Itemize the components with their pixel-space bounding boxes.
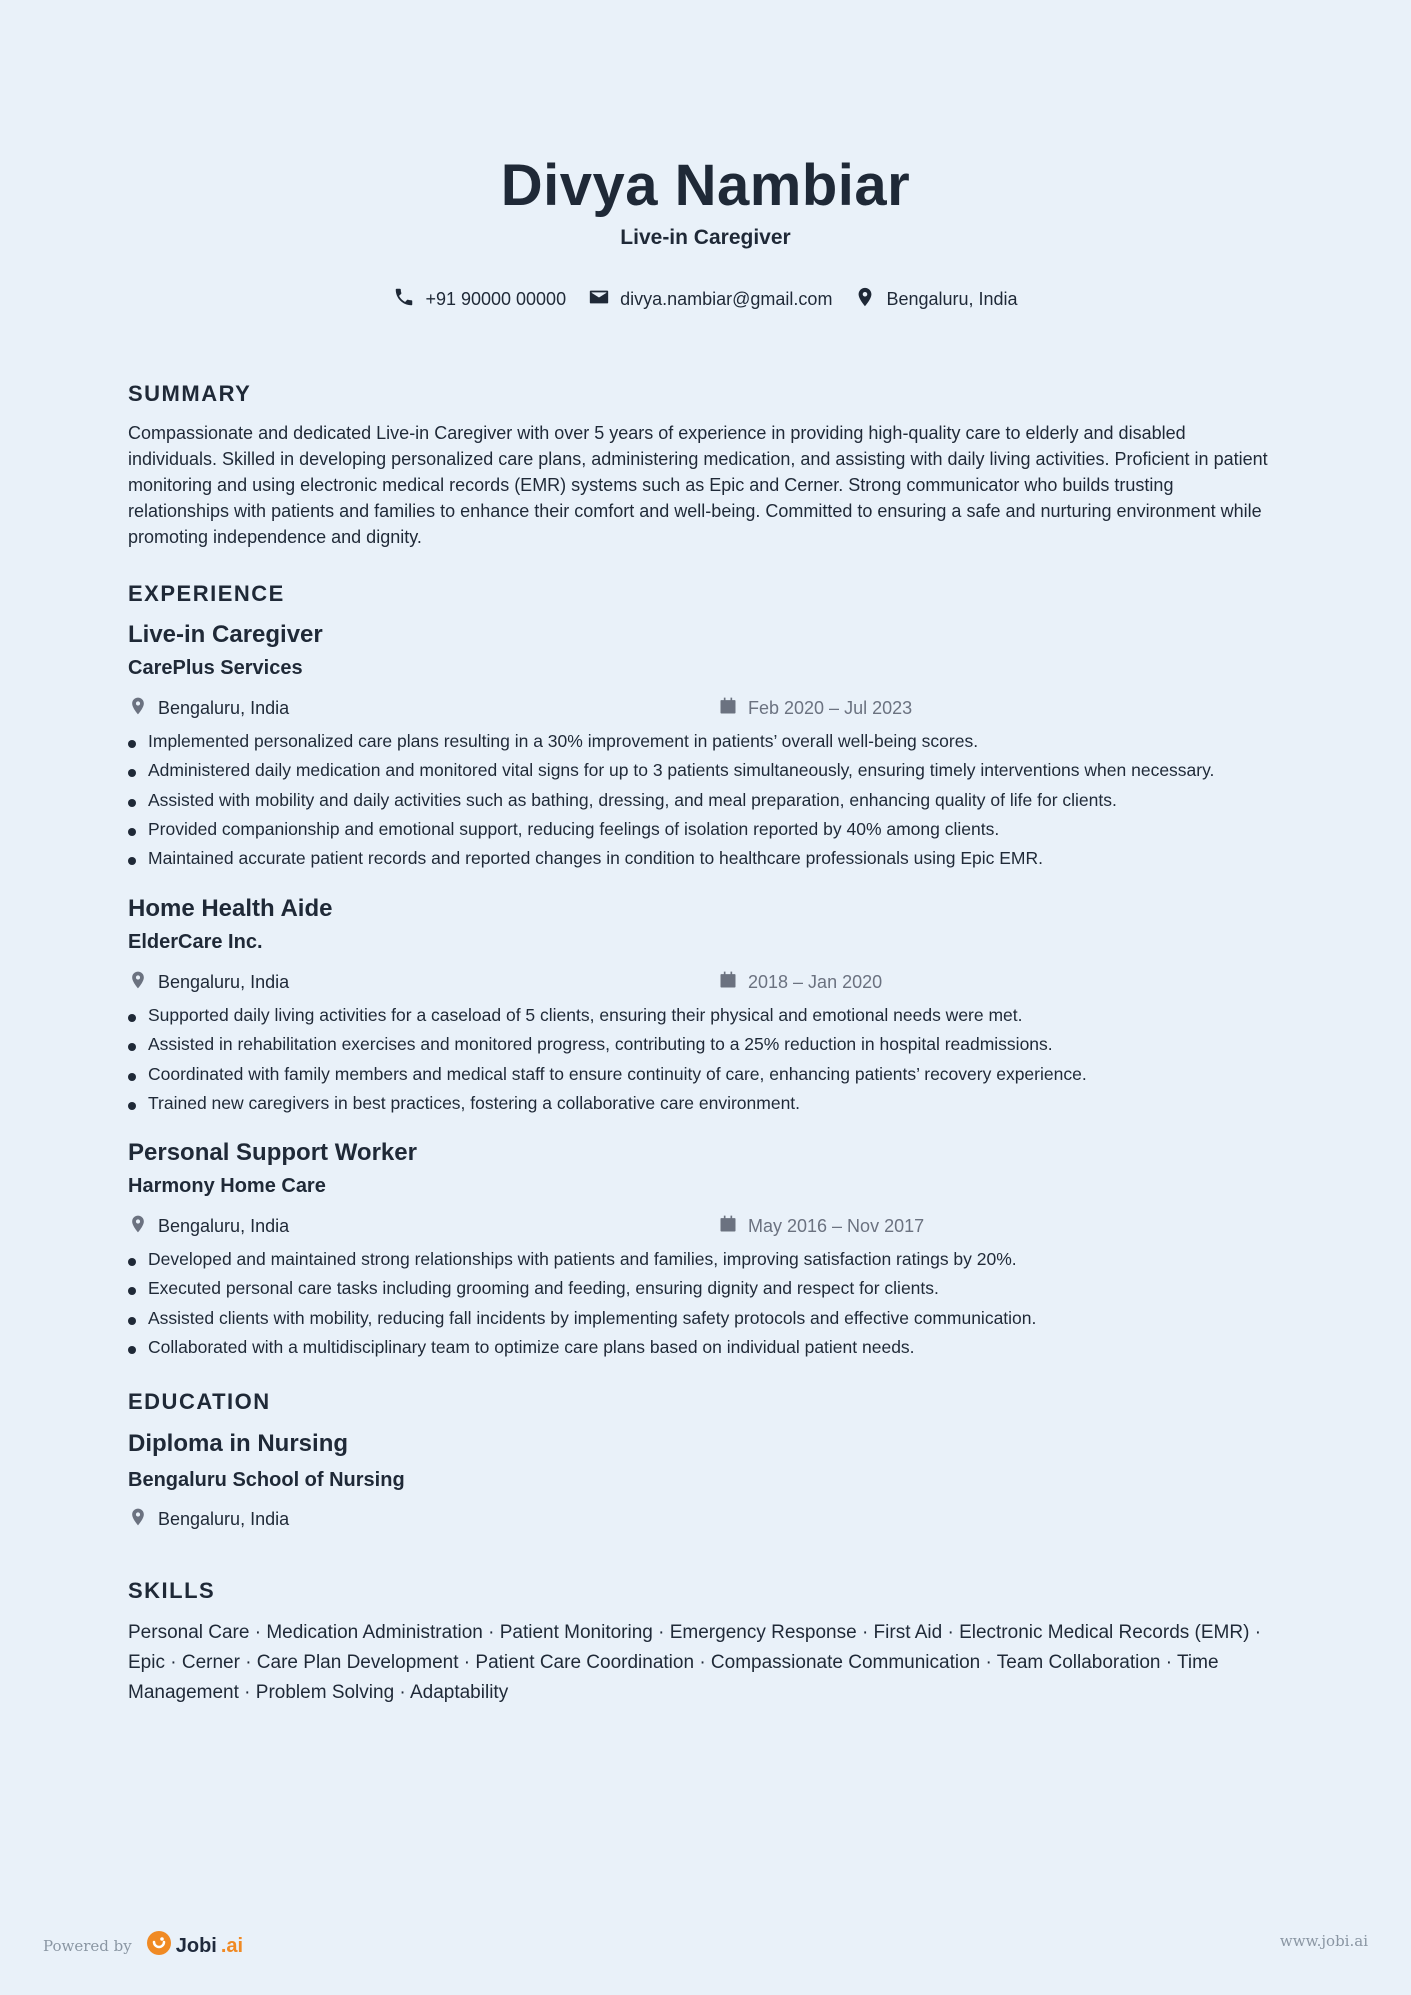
- job-location: Bengaluru, India: [158, 1216, 290, 1236]
- education-heading: EDUCATION: [128, 1389, 271, 1414]
- list-item: Coordinated with family members and medical staff to ensure continuity of care, enhancing patients’ recovery experience.: [128, 1061, 1288, 1090]
- logo-text: Jobi: [175, 1934, 217, 1957]
- job-company: Harmony Home Care: [128, 1175, 326, 1197]
- location-pin-icon: [128, 1507, 148, 1532]
- list-item: Collaborated with a multidisciplinary team to optimize care plans based on individual patient needs.: [128, 1334, 1288, 1363]
- summary-text: Compassionate and dedicated Live-in Caregiver with over 5 years of experience in providing high-quality care to elderly and disabled individuals. Skilled in developing personalized care plans, administering medication, and assisting with daily living activities. Proficient in patient monitoring and using electronic medical records (EMR) systems such as Epic and Cerner. Strong communicator who builds trusting relationships with patients and families to enhance their comfort and well-being. Committed to ensuring a safe and nurturing environment while promoting independence and dignity.: [128, 423, 1268, 547]
- mail-icon: [588, 286, 610, 313]
- skills-text: Personal Care · Medication Administration · Patient Monitoring · Emergency Response · First Aid · Electronic Medical Records (EMR) · Epic · Cerner · Care Plan Development · Patient Care Coordination · Compassionate Communication · Team Collaboration · Time Management · Problem Solving · Adaptability: [128, 1622, 1262, 1703]
- list-item: Implemented personalized care plans resulting in a 30% improvement in patients’ overall well-being scores.: [128, 728, 1288, 757]
- jobi-logo[interactable]: [146, 1930, 243, 1962]
- candidate-role: Live-in Caregiver: [620, 226, 791, 249]
- job-title: Live-in Caregiver: [128, 621, 323, 648]
- location-pin-icon: [854, 286, 876, 313]
- location-pin-icon: [128, 970, 148, 995]
- contact-email: [588, 286, 832, 313]
- job-bullets: [128, 1246, 1288, 1363]
- list-item: Assisted in rehabilitation exercises and monitored progress, contributing to a 25% reduction in hospital readmissions.: [128, 1031, 1288, 1060]
- list-item: Supported daily living activities for a caseload of 5 clients, ensuring their physical and emotional needs were met.: [128, 1002, 1288, 1031]
- jobi-logo-icon: [146, 1930, 172, 1962]
- list-item: Administered daily medication and monitored vital signs for up to 3 patients simultaneously, ensuring timely interventions when necessary.: [128, 757, 1288, 786]
- candidate-name: Divya Nambiar: [500, 153, 911, 218]
- footer-website[interactable]: www.jobi.ai: [1279, 1932, 1368, 1950]
- summary-heading: SUMMARY: [128, 381, 252, 406]
- job-company: ElderCare Inc.: [128, 931, 263, 953]
- job-dates: Feb 2020 – Jul 2023: [748, 698, 913, 718]
- logo-suffix: .ai: [220, 1934, 244, 1957]
- powered-by-label: Powered by: [43, 1937, 132, 1955]
- contact-phone: [393, 286, 566, 313]
- phone-text[interactable]: +91 90000 00000: [425, 289, 567, 309]
- contact-bar: [0, 286, 1411, 313]
- phone-icon: [393, 286, 415, 313]
- contact-location: [854, 286, 1017, 313]
- location-pin-icon: [128, 1214, 148, 1239]
- job-location: Bengaluru, India: [158, 972, 290, 992]
- list-item: Assisted with mobility and daily activities such as bathing, dressing, and meal preparation, enhancing quality of life for clients.: [128, 787, 1288, 816]
- list-item: Provided companionship and emotional support, reducing feelings of isolation reported by 40% among clients.: [128, 816, 1288, 845]
- job-dates: May 2016 – Nov 2017: [748, 1216, 925, 1236]
- calendar-icon: [718, 970, 738, 995]
- education-school: Bengaluru School of Nursing: [128, 1469, 405, 1491]
- list-item: Executed personal care tasks including grooming and feeding, ensuring dignity and respect for clients.: [128, 1275, 1288, 1304]
- job-location: Bengaluru, India: [158, 698, 290, 718]
- location-pin-icon: [128, 696, 148, 721]
- calendar-icon: [718, 1214, 738, 1239]
- job-company: CarePlus Services: [128, 657, 303, 679]
- education-location: Bengaluru, India: [158, 1509, 290, 1529]
- list-item: Assisted clients with mobility, reducing fall incidents by implementing safety protocols and effective communication.: [128, 1305, 1288, 1334]
- footer-powered-by: [43, 1930, 243, 1962]
- list-item: Maintained accurate patient records and reported changes in condition to healthcare professionals using Epic EMR.: [128, 845, 1288, 874]
- job-bullets: [128, 1002, 1288, 1119]
- list-item: Trained new caregivers in best practices, fostering a collaborative care environment.: [128, 1090, 1288, 1119]
- experience-heading: EXPERIENCE: [128, 581, 285, 606]
- skills-heading: SKILLS: [128, 1578, 216, 1603]
- job-title: Personal Support Worker: [128, 1139, 417, 1166]
- email-text[interactable]: divya.nambiar@gmail.com: [620, 289, 833, 309]
- location-text: Bengaluru, India: [886, 289, 1018, 309]
- education-degree: Diploma in Nursing: [128, 1430, 349, 1457]
- job-dates: 2018 – Jan 2020: [748, 972, 883, 992]
- job-title: Home Health Aide: [128, 895, 333, 922]
- calendar-icon: [718, 696, 738, 721]
- list-item: Developed and maintained strong relationships with patients and families, improving satisfaction ratings by 20%.: [128, 1246, 1288, 1275]
- job-bullets: [128, 728, 1288, 874]
